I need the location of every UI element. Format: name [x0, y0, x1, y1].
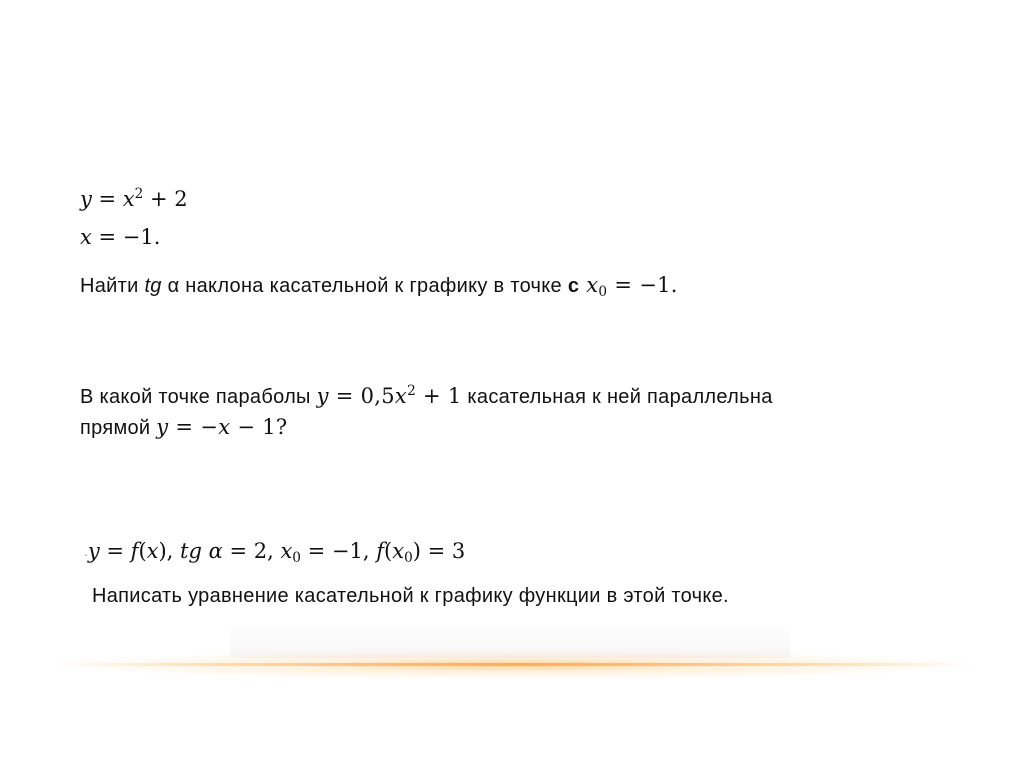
subscript: 0 [292, 550, 301, 567]
subscript: 0 [598, 284, 608, 301]
var-x: x [122, 187, 135, 211]
var-y: y [316, 384, 329, 408]
equation-function [80, 185, 188, 211]
equation-part: = [99, 539, 131, 563]
tg-label: tg [144, 275, 162, 297]
equation-rest: + 2 [143, 187, 188, 211]
task-text: прямой [80, 417, 157, 439]
var-y: y [80, 187, 92, 211]
tg-alpha: tg α [180, 539, 223, 563]
equation-point [80, 227, 160, 248]
task-text: Найти [80, 275, 145, 297]
bullet-dot: . [84, 545, 88, 559]
exponent: 2 [134, 185, 144, 202]
var-x: x [392, 539, 405, 563]
equation-part: ( [384, 539, 393, 563]
func-f: f [130, 539, 139, 563]
task-preposition: с [567, 275, 580, 297]
equation-part: − 1? [230, 415, 288, 439]
task-text: В какой точке параболы [80, 386, 317, 408]
var-x: x [218, 415, 231, 439]
var-x: x [146, 539, 159, 563]
divider-line [60, 663, 970, 666]
exponent: 2 [407, 382, 417, 399]
var-x: x [280, 539, 293, 563]
equation-conditions [84, 539, 466, 567]
equation-part: ( [138, 539, 147, 563]
var-x: x [394, 384, 408, 408]
task-text: касательная к ней параллельна [461, 386, 773, 408]
equation-rest: = −1. [91, 225, 161, 249]
equation-part: ) = 3 [412, 539, 466, 563]
task-2-line-2 [80, 417, 287, 438]
equation-part: = − [168, 415, 219, 439]
var-x: x [586, 273, 599, 297]
equation-part: + 1 [416, 384, 462, 408]
equation-part: = −1, [300, 539, 377, 563]
task-2-line-1 [80, 382, 773, 408]
var-y: y [156, 415, 169, 439]
equation-part: ), [158, 539, 181, 563]
equation-part: = 0,5 [328, 384, 395, 408]
subscript: 0 [404, 550, 413, 567]
task-3: Написать уравнение касательной к графику функции в этой точке. [92, 585, 729, 607]
var-x: x [80, 225, 92, 249]
task-text: α наклона касательной к графику в точке [161, 275, 568, 297]
equation-part: = 2, [222, 539, 281, 563]
equals: = [91, 187, 123, 211]
equation-rest: = −1. [607, 273, 678, 297]
var-y: y [87, 539, 100, 563]
func-f: f [376, 539, 385, 563]
task-1 [80, 273, 678, 301]
